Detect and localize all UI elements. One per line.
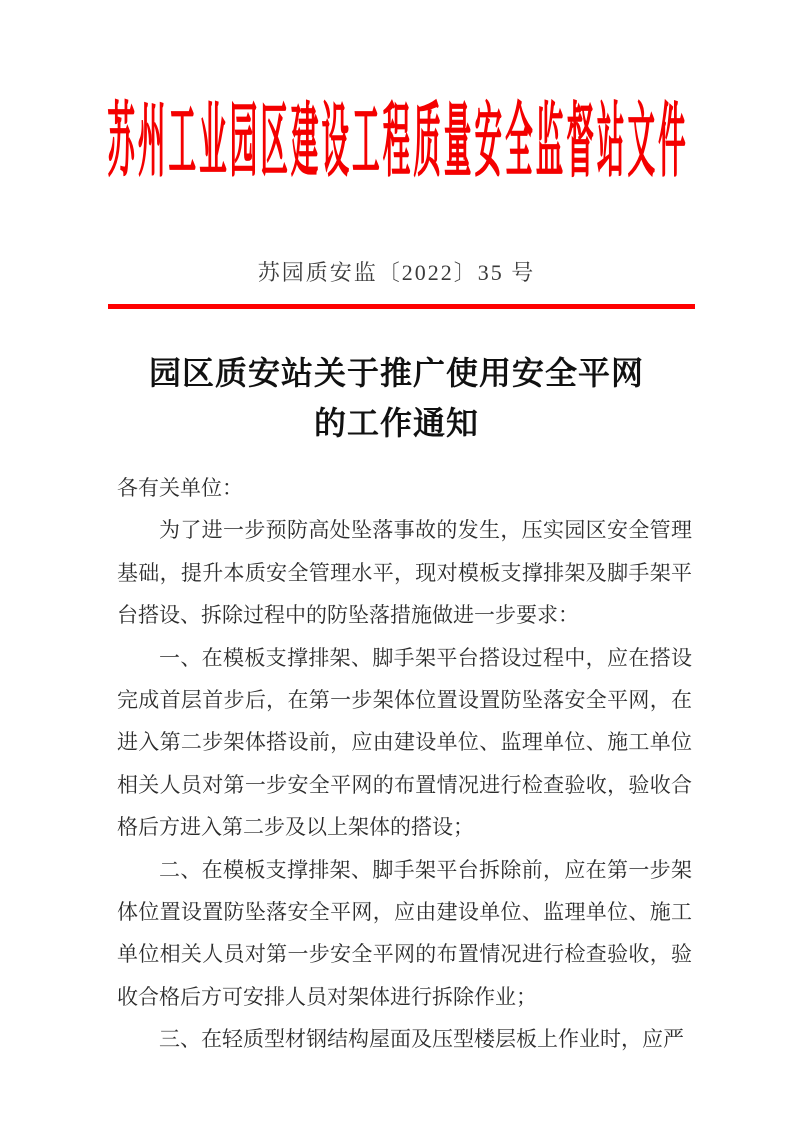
salutation: 各有关单位： xyxy=(117,476,243,500)
document-title-line1: 园区质安站关于推广使用安全平网 xyxy=(148,355,644,391)
letterhead xyxy=(0,92,793,187)
document-body xyxy=(117,467,692,1061)
document-title xyxy=(0,348,793,448)
body-paragraph: 一、在模板支撑排架、脚手架平台搭设过程中，应在搭设完成首层首步后，在第一步架体位置设置防坠落安全平网，在进入第二步架体搭设前，应由建设单位、监理单位、施工单位相关人员对第一步安全平网的布置情况进行检查验收，验收合格后方进入第二步及以上架体的搭设； xyxy=(117,645,692,840)
red-separator-rule xyxy=(108,304,695,309)
document-title-line2: 的工作通知 xyxy=(313,405,479,441)
body-paragraph: 三、在轻质型材钢结构屋面及压型楼层板上作业时，应严 xyxy=(159,1027,684,1052)
body-paragraph: 二、在模板支撑排架、脚手架平台拆除前，应在第一步架体位置设置防坠落安全平网，应由建设单位、监理单位、施工单位相关人员对第一步安全平网的布置情况进行检查验收，验收合格后方可安排人员对架体进行拆除作业； xyxy=(117,857,692,1009)
letterhead-org-title: 苏州工业园区建设工程质量安全监督站文件 xyxy=(107,96,689,187)
body-paragraph: 为了进一步预防高处坠落事故的发生，压实园区安全管理基础，提升本质安全管理水平，现对模板支撑排架及脚手架平台搭设、拆除过程中的防坠落措施做进一步要求： xyxy=(117,518,692,628)
document-number: 苏园质安监〔2022〕35 号 xyxy=(257,260,536,285)
